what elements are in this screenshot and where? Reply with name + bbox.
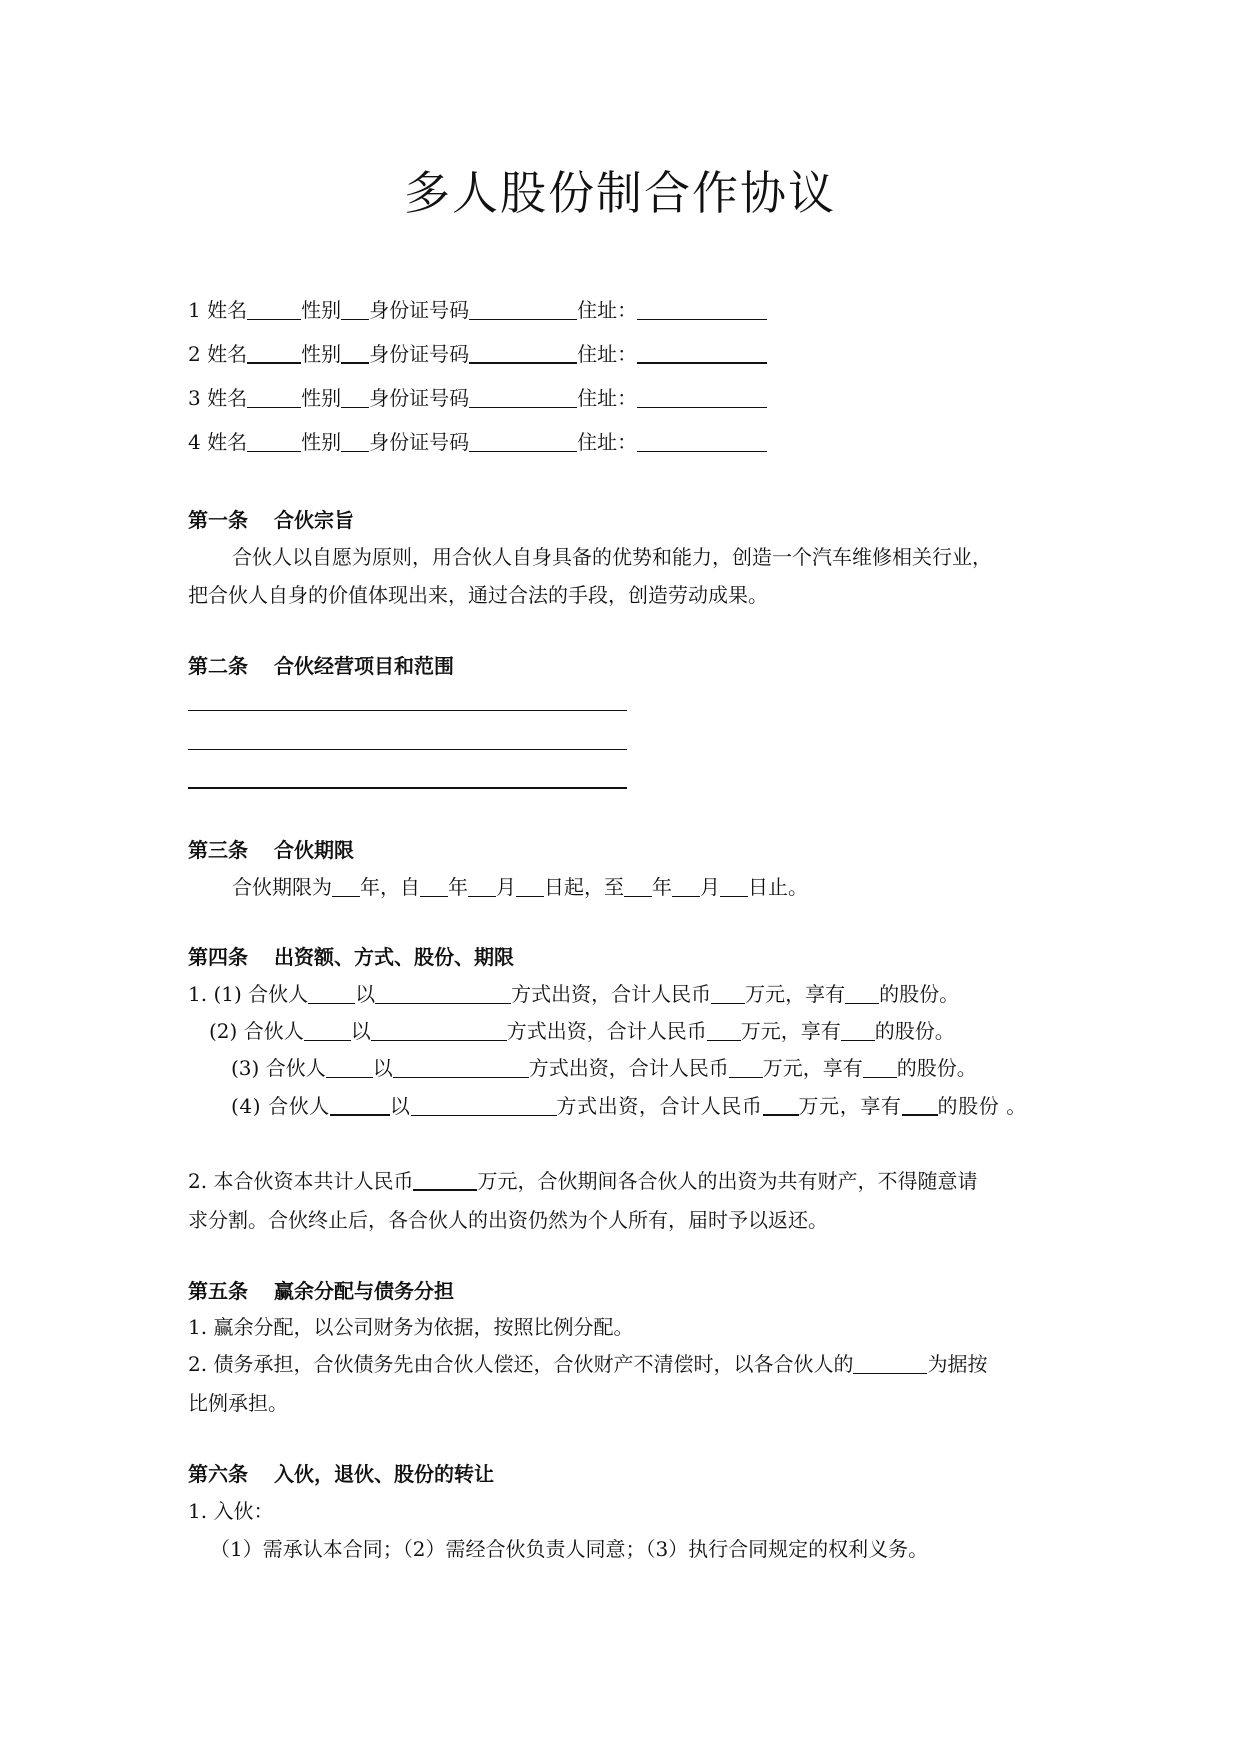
scope-blank-line-3 <box>188 787 627 789</box>
partner-line-1: 1 姓名 性别 身份证号码 住址： <box>188 296 767 324</box>
partner-line-4: 4 姓名 性别 身份证号码 住址： <box>188 428 767 456</box>
document-title: 多人股份制合作协议 <box>404 166 836 220</box>
article-2-heading: 第二条 合伙经营项目和范围 <box>188 654 454 678</box>
article-3-heading: 第三条 合伙期限 <box>188 838 354 862</box>
contribution-item-2: (2) 合伙人 以 方式出资，合计人民币 万元，享有 的股份。 <box>209 1019 955 1043</box>
capital-paragraph-line-2: 求分割。合伙终止后，各合伙人的出资仍然为个人所有，届时予以返还。 <box>188 1208 828 1232</box>
article-6-item-1: 1. 入伙： <box>188 1499 274 1523</box>
article-4-heading: 第四条 出资额、方式、股份、期限 <box>188 945 514 969</box>
article-1-text-line-2: 把合伙人自身的价值体现出来，通过合法的手段，创造劳动成果。 <box>188 583 768 607</box>
article-3-term-line: 合伙期限为 年，自 年 月 日起，至 年 月 日止。 <box>232 875 808 899</box>
capital-paragraph-line-1: 2. 本合伙资本共计人民币 万元，合伙期间各合伙人的出资为共有财产，不得随意请 <box>188 1169 978 1193</box>
scope-blank-line-2 <box>188 749 627 750</box>
article-1-heading: 第一条 合伙宗旨 <box>188 508 354 532</box>
article-5-heading: 第五条 赢余分配与债务分担 <box>188 1279 454 1303</box>
article-6-item-1-conditions: （1）需承认本合同；（2）需经合伙负责人同意；（3）执行合同规定的权利义务。 <box>210 1537 929 1561</box>
partner-line-3: 3 姓名 性别 身份证号码 住址： <box>188 384 767 412</box>
contribution-item-3: (3) 合伙人 以 方式出资，合计人民币 万元，享有 的股份。 <box>231 1056 977 1080</box>
article-5-item-1: 1. 赢余分配，以公司财务为依据，按照比例分配。 <box>188 1315 634 1339</box>
partner-line-2: 2 姓名 性别 身份证号码 住址： <box>188 340 767 368</box>
article-6-heading: 第六条 入伙，退伙、股份的转让 <box>188 1462 494 1486</box>
contribution-item-1: 1. (1) 合伙人 以 方式出资，合计人民币 万元，享有 的股份。 <box>188 982 960 1006</box>
article-5-item-2-cont: 比例承担。 <box>188 1391 288 1415</box>
article-1-text-line-1: 合伙人以自愿为原则，用合伙人自身具备的优势和能力，创造一个汽车维修相关行业， <box>232 545 992 569</box>
contribution-item-4: (4) 合伙人 以 方式出资，合计人民币 万元，享有 的股份 。 <box>231 1094 1027 1118</box>
article-5-item-2: 2. 债务承担，合伙债务先由合伙人偿还，合伙财产不清偿时，以各合伙人的 为据按 <box>188 1352 988 1376</box>
scope-blank-line-1 <box>188 710 627 711</box>
